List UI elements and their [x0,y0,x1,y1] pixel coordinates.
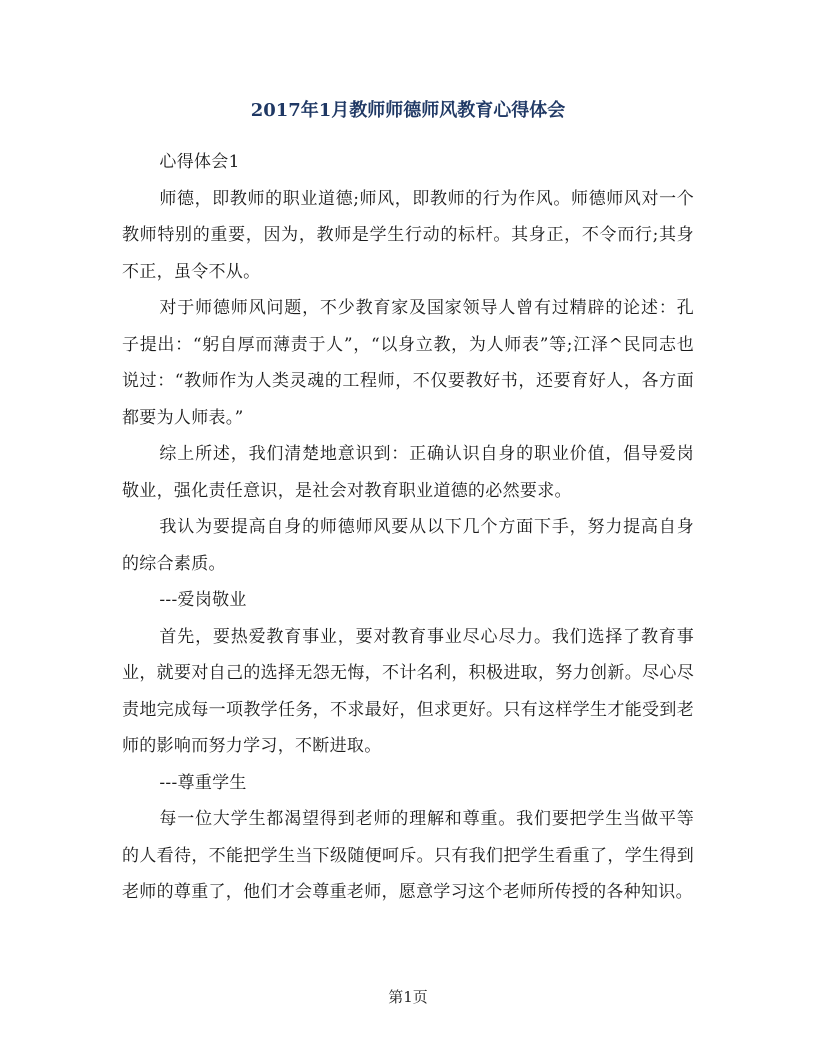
document-body [122,144,694,911]
document-title: 2017年1月教师师德师风教育心得体会 [250,100,566,121]
paragraph: 师德，即教师的职业道德;师风，即教师的行为作风。师德师风对一个教师特别的重要，因为，教师是学生行动的标杆。其身正，不令而行;其身不正，虽令不从。 [122,188,694,282]
paragraph: 首先，要热爱教育事业，要对教育事业尽心尽力。我们选择了教育事业，就要对自己的选择无怨无悔，不计名利，积极进取，努力创新。尽心尽责地完成每一项教学任务，不求最好，但求更好。只有这样学生才能受到老师的影响而努力学习，不断进取。 [122,626,694,756]
page-number-footer: 第1页 [388,988,428,1006]
section-heading: ---尊重学生 [159,772,247,793]
paragraph: 每一位大学生都渴望得到老师的理解和尊重。我们要把学生当做平等的人看待，不能把学生当下级随便呵斥。只有我们把学生看重了，学生得到老师的尊重了，他们才会尊重老师，愿意学习这个老师所传授的各种知识。 [122,809,694,902]
section-heading: ---爱岗敬业 [159,590,247,610]
paragraph: 我认为要提高自身的师德师风要从以下几个方面下手，努力提高自身的综合素质。 [122,517,694,574]
paragraph: 对于师德师风问题，不少教育家及国家领导人曾有过精辟的论述：孔子提出：“躬自厚而薄责于人”，“以身立教，为人师表”等;江泽^民同志也说过：“教师作为人类灵魂的工程师，不仅要教好书，还要育好人，各方面都要为人师表。” [122,298,694,428]
paragraph: 综上所述，我们清楚地意识到：正确认识自身的职业价值，倡导爱岗敬业，强化责任意识，是社会对教育职业道德的必然要求。 [122,444,694,501]
paragraph-heading-1: 心得体会1 [159,152,240,172]
